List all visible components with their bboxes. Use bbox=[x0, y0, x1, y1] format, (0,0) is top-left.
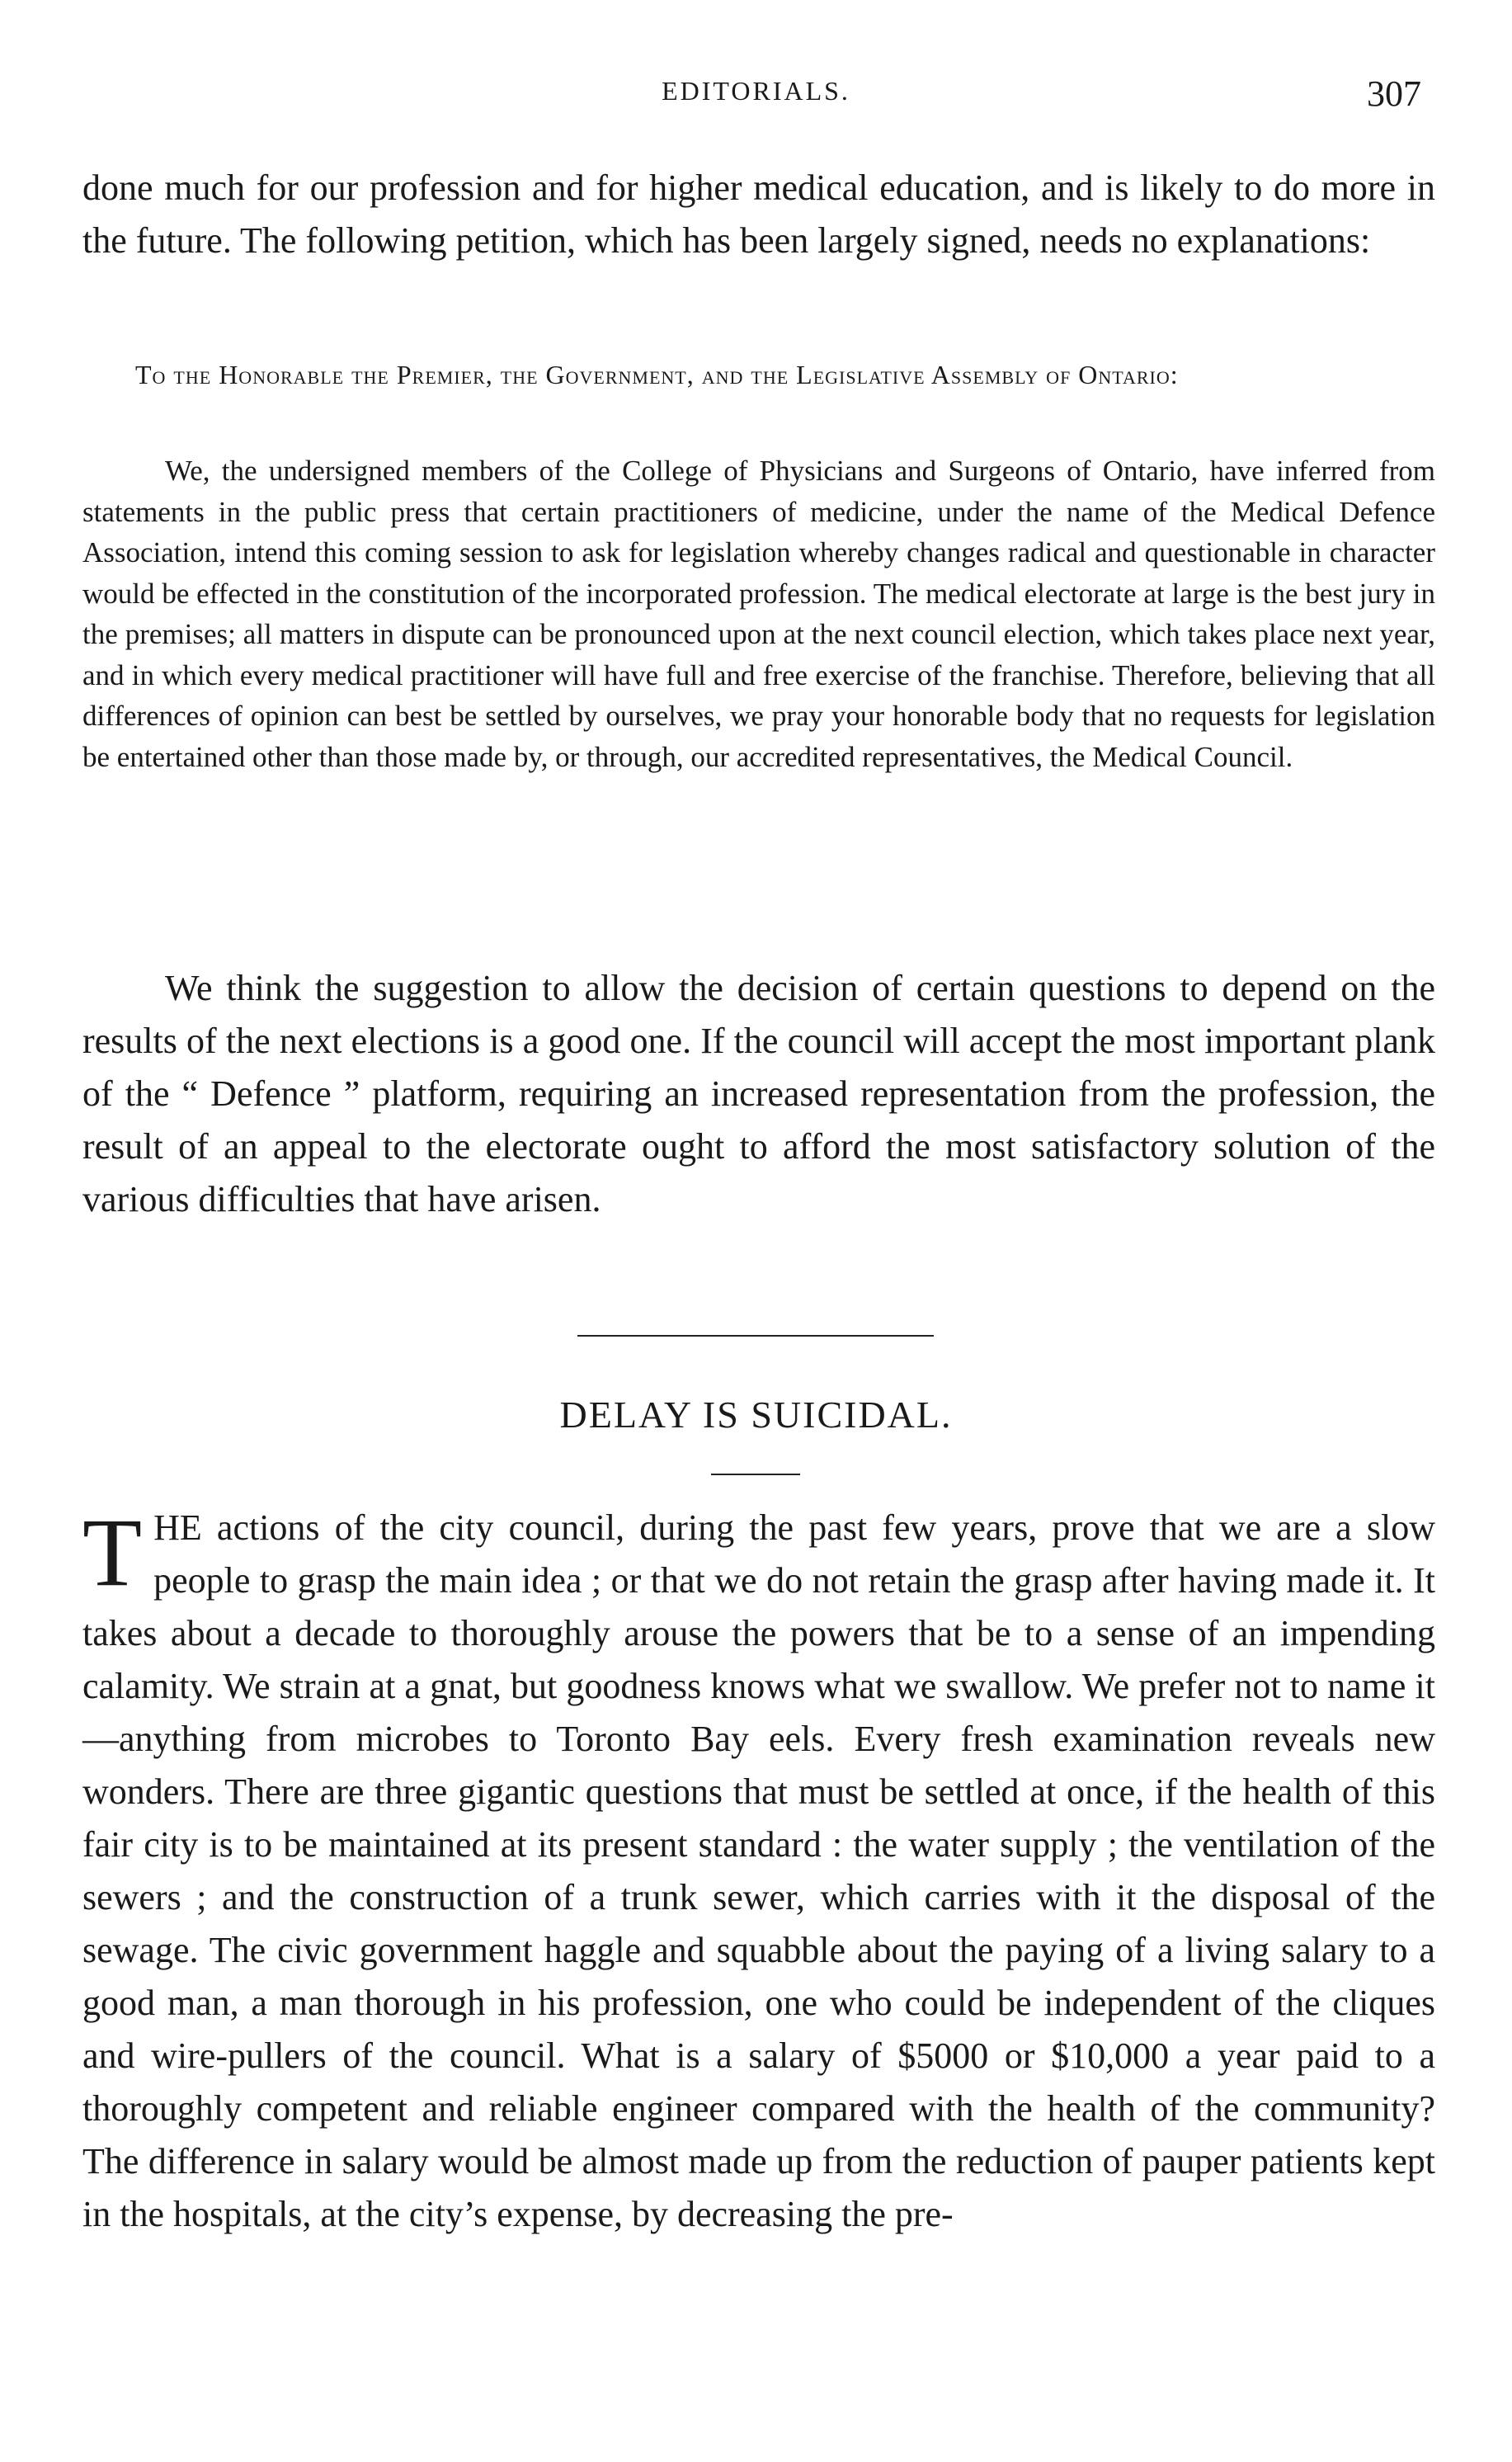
running-head: EDITORIALS. bbox=[662, 76, 850, 106]
section-divider bbox=[577, 1335, 934, 1337]
page-number: 307 bbox=[1367, 73, 1421, 114]
comment-paragraph: We think the suggestion to allow the decision of certain questions to depend on the results of the next elections is a good one. If the council will accept the most important plank of the “ Defence ” platform, requiring an increased representation from the profession, the result of an appeal to the electorate ought to afford the most satisfactory solution of the various difficulties that have arisen. bbox=[82, 968, 1435, 1219]
drop-cap: T bbox=[82, 1498, 143, 1606]
petition-address: To the Honorable the Premier, the Government, and the Legislative Assembly of Ontario: bbox=[135, 360, 1179, 389]
section-body bbox=[82, 1498, 1435, 2241]
section-body-text: HE actions of the city council, during the past few years, prove that we are a slow people to grasp the main idea ; or that we do not retain the grasp after having made it. It takes about a decade to thoroughly arouse the powers that be to a sense of an impending calamity. We strain at a gnat, but goodness knows what we swallow. We prefer not to name it—anything from microbes to Toronto Bay eels. Every fresh examination reveals new wonders. There are three gigantic questions that must be settled at once, if the health of this fair city is to be maintained at its present standard : the water supply ; the ventilation of the sewers ; and the construction of a trunk sewer, which carries with it the disposal of the sewage. The civic government haggle and squabble about the paying of a living salary to a good man, a man thorough in his profession, one who could be independent of the cliques and wire-pullers of the council. What is a salary of $5000 or $10,000 a year paid to a thoroughly competent and reliable engineer compared with the health of the community? The difference in salary would be almost made up from the reduction of pauper patients kept in the hospitals, at the city’s expense, by decreasing the pre- bbox=[82, 1507, 1435, 2234]
title-underline bbox=[711, 1474, 800, 1475]
petition-body: We, the undersigned members of the College of Physicians and Surgeons of Ontario, have inferred from statements in the public press that certain practitioners of medicine, under the name of the Medical Defence Association, intend this coming session to ask for legislation whereby changes radical and questionable in character would be effected in the constitution of the incorporated profession. The medical electorate at large is the best jury in the premises; all matters in dispute can be pronounced upon at the next council election, which takes place next year, and in which every medical practitioner will have full and free exercise of the franchise. Therefore, believing that all differences of opinion can best be settled by ourselves, we pray your honorable body that no requests for legislation be entertained other than those made by, or through, our accredited representatives, the Medical Council. bbox=[82, 455, 1435, 773]
intro-paragraph: done much for our profession and for higher medical education, and is likely to do more in the future. The following petition, which has been largely signed, needs no explanations: bbox=[82, 167, 1435, 261]
section-title: DELAY IS SUICIDAL. bbox=[559, 1394, 953, 1436]
